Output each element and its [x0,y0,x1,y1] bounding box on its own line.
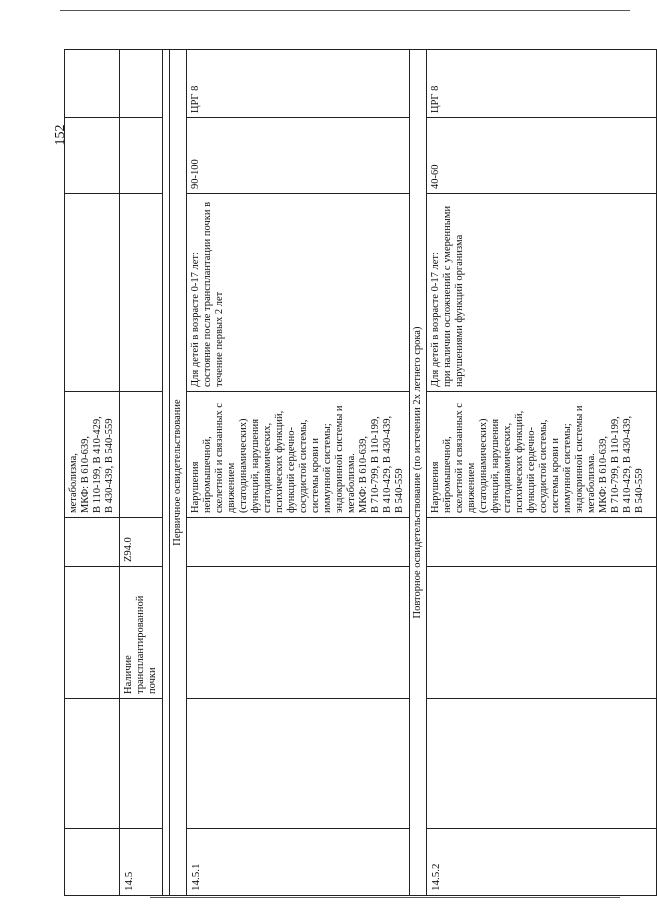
table-row [65,50,120,896]
code-cell [65,829,120,896]
condition-cell: Наличие трансплантированной почки [120,567,163,699]
section-header: Первичное освидетельствование [170,50,187,896]
disability-criteria-table [64,50,645,896]
spacer-row [163,50,170,896]
section-header-row [410,50,427,896]
section-header-row [170,50,187,896]
scan-bottom-edge [150,897,620,898]
table-row [120,50,163,896]
code-cell: 14.5 [120,829,163,896]
scan-top-edge [60,10,630,11]
page-number: 152 [53,124,68,146]
description-cell: Для детей в возрасте 0-17 лет: состояние после трансплантации почки в течение первых 2 лет [187,194,410,392]
criteria-cell: метаболизма, МКФ: В 610-639, В 110-199, В 410-429, В 430-439, В 540-559 [65,392,120,518]
description-cell: Для детей в возрасте 0-17 лет: при наличии осложнений с умеренными нарушениями функций организма [427,194,657,392]
code-cell: 14.5.2 [427,829,657,896]
criteria-cell: Нарушения нейромышечной, скелетной и связанных с движением (статодинамических) функций, нарушения статодинамических, психических функций, функций сердечно- сосудистой системы, системы крови и иммунной системы; эндокринной системы и метаболизма. МКФ: В 610-639, В 710-799, В 110-199, В 410-429, В 430-439, В 540-559 [187,392,410,518]
criteria-cell: Нарушения нейромышечной, скелетной и связанных с движением (статодинамических) функций, нарушения статодинамических, психических функций, функций сердечно- сосудистой системы, системы крови и иммунной системы; эндокринной системы и метаболизма. МКФ: В 610-639, В 710-799, В 110-199, В 410-429, В 430-439, В 540-559 [427,392,657,518]
code-cell: 14.5.1 [187,829,410,896]
percent-cell: 40-60 [427,118,657,194]
table-row [427,50,657,896]
section-header: Повторное освидетельствование (по истечении 2х летнего срока) [410,50,427,896]
note-cell: ЦРГ 8 [427,50,657,118]
percent-cell: 90-100 [187,118,410,194]
note-cell: ЦРГ 8 [187,50,410,118]
icd-cell: Z94.0 [120,518,163,567]
table-row [187,50,410,896]
